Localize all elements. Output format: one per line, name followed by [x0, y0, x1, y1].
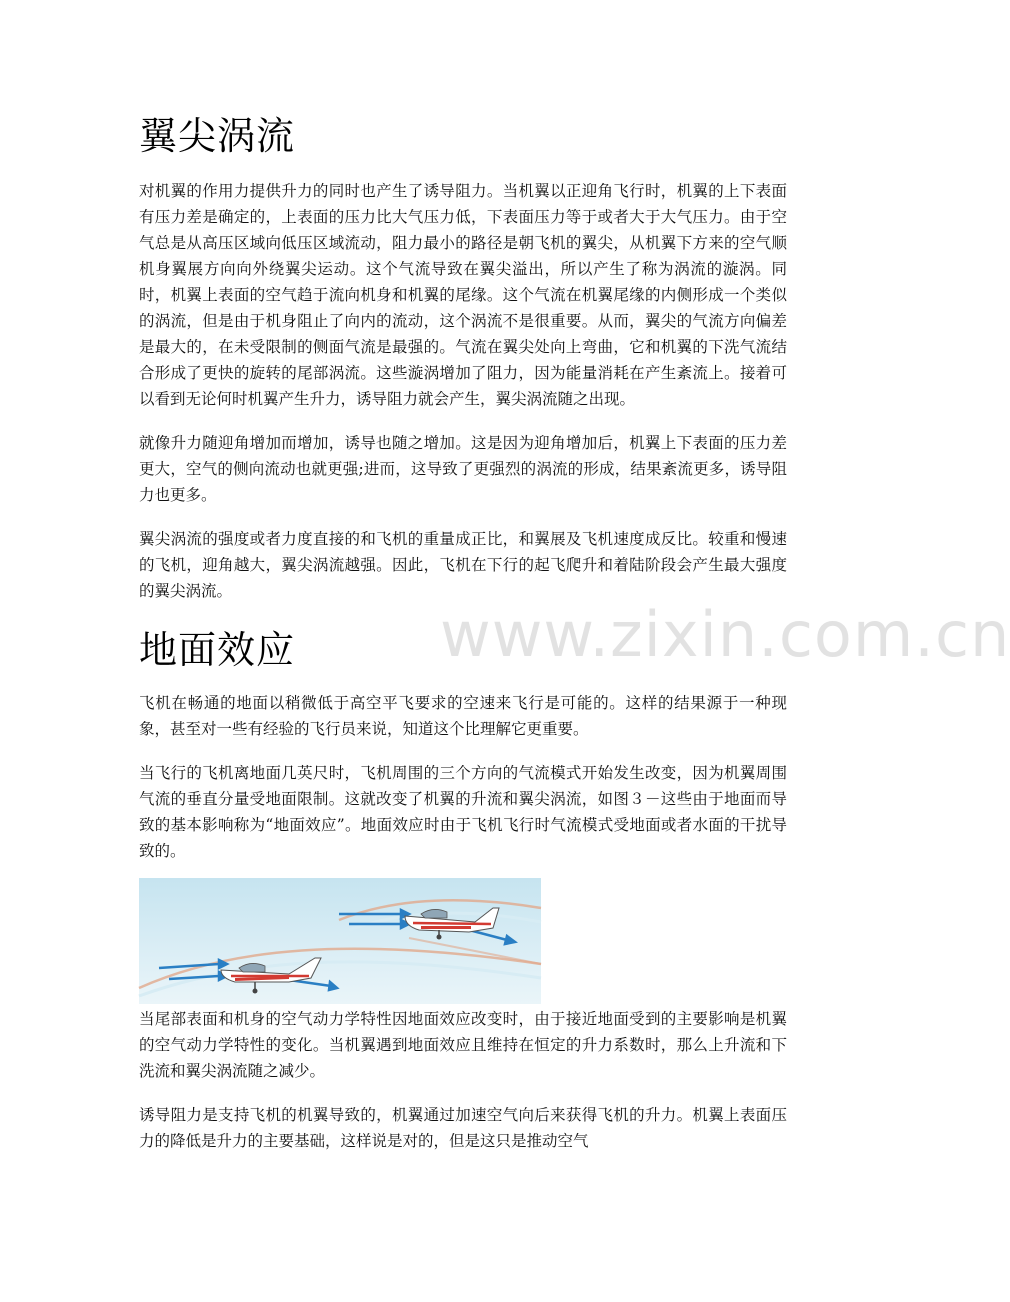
paragraph: 当飞行的飞机离地面几英尺时，飞机周围的三个方向的气流模式开始发生改变，因为机翼周围气流的垂直分量受地面限制。这就改变了机翼的升流和翼尖涡流，如图３－这些由于地面而导致的基本影响称为“地面效应”。地面效应时由于飞机飞行时气流模式受地面或者水面的干扰导致的。 — [139, 764, 787, 860]
airplane-ground-effect-illustration-icon — [139, 878, 541, 1004]
section-title-wingtip-vortex: 翼尖涡流 — [139, 114, 296, 158]
watermark-text: www.zixin.com.cn — [440, 598, 1010, 671]
figure-sky-background — [139, 878, 541, 1004]
paragraph: 诱导阻力是支持飞机的机翼导致的，机翼通过加速空气向后来获得飞机的升力。机翼上表面压力的降低是升力的主要基础，这样说是对的，但是这只是推动空气 — [139, 1106, 787, 1150]
paragraph: 当尾部表面和机身的空气动力学特性因地面效应改变时，由于接近地面受到的主要影响是机翼的空气动力学特性的变化。当机翼遇到地面效应且维持在恒定的升力系数时，那么上升流和下洗流和翼尖涡流随之减少。 — [139, 1010, 787, 1080]
paragraph: 翼尖涡流的强度或者力度直接的和飞机的重量成正比，和翼展及飞机速度成反比。较重和慢速的飞机，迎角越大，翼尖涡流越强。因此，飞机在下行的起飞爬升和着陆阶段会产生最大强度的翼尖涡流。 — [139, 530, 787, 600]
section-title-ground-effect: 地面效应 — [139, 628, 296, 672]
ground-effect-figure — [139, 878, 541, 1004]
paragraph: 飞机在畅通的地面以稍微低于高空平飞要求的空速来飞行是可能的。这样的结果源于一种现象，甚至对一些有经验的飞行员来说，知道这个比理解它更重要。 — [139, 694, 787, 738]
paragraph: 对机翼的作用力提供升力的同时也产生了诱导阻力。当机翼以正迎角飞行时，机翼的上下表面有压力差是确定的，上表面的压力比大气压力低，下表面压力等于或者大于大气压力。由于空气总是从高压区域向低压区域流动，阻力最小的路径是朝飞机的翼尖，从机翼下方来的空气顺机身翼展方向向外绕翼尖运动。这个气流导致在翼尖溢出，所以产生了称为涡流的漩涡。同时，机翼上表面的空气趋于流向机身和机翼的尾缘。这个气流在机翼尾缘的内侧形成一个类似的涡流，但是由于机身阻止了向内的流动，这个涡流不是很重要。从而，翼尖的气流方向偏差是最大的，在未受限制的侧面气流是最强的。气流在翼尖处向上弯曲，它和机翼的下洗气流结合形成了更快的旋转的尾部涡流。这些漩涡增加了阻力，因为能量消耗在产生紊流上。接着可以看到无论何时机翼产生升力，诱导阻力就会产生，翼尖涡流随之出现。 — [139, 182, 787, 408]
paragraph: 就像升力随迎角增加而增加，诱导也随之增加。这是因为迎角增加后，机翼上下表面的压力差更大，空气的侧向流动也就更强;进而，这导致了更强烈的涡流的形成，结果紊流更多，诱导阻力也更多。 — [139, 434, 787, 504]
